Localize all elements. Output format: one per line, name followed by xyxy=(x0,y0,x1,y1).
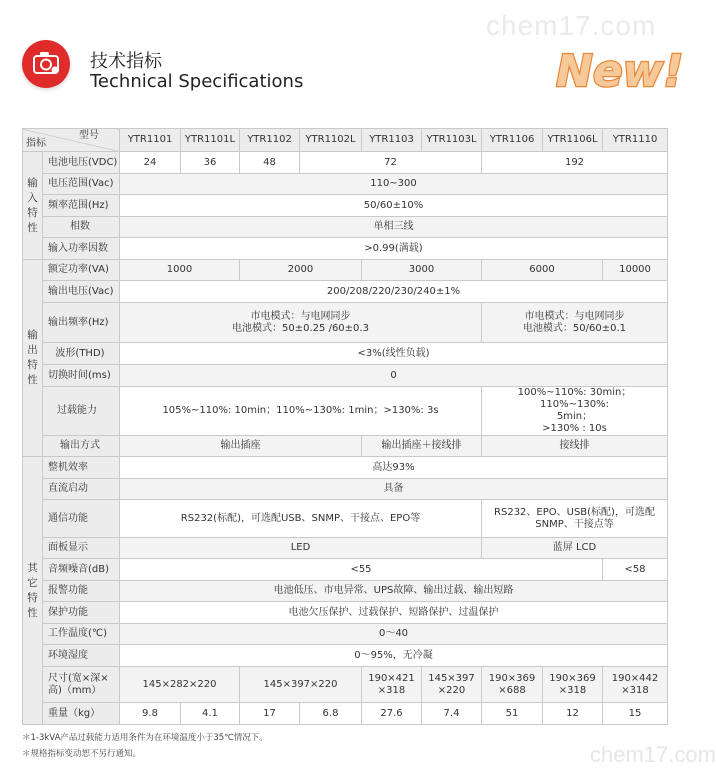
row-label: 过载能力 xyxy=(43,387,120,436)
cell: 15 xyxy=(603,703,668,725)
footnotes xyxy=(22,730,268,762)
row-label: 电压范围(Vac) xyxy=(43,174,120,195)
row-label: 通信功能 xyxy=(43,500,120,538)
spec-table xyxy=(22,128,668,725)
table-row xyxy=(23,260,668,281)
cell: 市电模式：与电网同步 电池模式：50/60±0.1 xyxy=(482,303,668,343)
cell: 190×442 ×318 xyxy=(603,667,668,703)
camera-logo-icon xyxy=(22,40,70,88)
cell: 72 xyxy=(300,152,482,174)
cell: 接线排 xyxy=(482,436,668,457)
table-row xyxy=(23,303,668,343)
cell: 0～95%，无冷凝 xyxy=(120,645,668,667)
cell: 192 xyxy=(482,152,668,174)
cell: 100%~110%: 30min；110%~130%: 5min； >130% : 10s xyxy=(482,387,668,436)
cell: 9.8 xyxy=(120,703,181,725)
table-row xyxy=(23,343,668,365)
cell: <3%(线性负载) xyxy=(120,343,668,365)
table-row xyxy=(23,538,668,559)
page-title-cn: 技术指标 xyxy=(90,51,162,72)
row-label: 直流启动 xyxy=(43,479,120,500)
model-header: YTR1102L xyxy=(300,129,362,152)
table-row xyxy=(23,195,668,217)
cell: RS232、EPO、USB(标配)，可选配 SNMP、干接点等 xyxy=(482,500,668,538)
corner-spec-label: 指标 xyxy=(26,138,46,149)
row-label: 环境湿度 xyxy=(43,645,120,667)
cell: 单相三线 xyxy=(120,217,668,238)
row-label: 输出电压(Vac) xyxy=(43,281,120,303)
cell: 36 xyxy=(181,152,240,174)
cell: 0～40 xyxy=(120,624,668,645)
cell: 蓝屏 LCD xyxy=(482,538,668,559)
row-label: 保护功能 xyxy=(43,602,120,624)
cell: 145×397×220 xyxy=(240,667,362,703)
cell: 24 xyxy=(120,152,181,174)
row-label: 额定功率(VA) xyxy=(43,260,120,281)
row-label: 整机效率 xyxy=(43,457,120,479)
table-row xyxy=(23,602,668,624)
table-row xyxy=(23,281,668,303)
table-row xyxy=(23,500,668,538)
row-label: 输出频率(Hz) xyxy=(43,303,120,343)
cell: 具备 xyxy=(120,479,668,500)
cell: LED xyxy=(120,538,482,559)
row-label: 相数 xyxy=(43,217,120,238)
cell: 6000 xyxy=(482,260,603,281)
model-header: YTR1110 xyxy=(603,129,668,152)
corner-model-label: 型号 xyxy=(79,130,99,141)
table-header-row xyxy=(23,129,668,152)
cell: 输出插座 xyxy=(120,436,362,457)
cell: 145×282×220 xyxy=(120,667,240,703)
model-header: YTR1106L xyxy=(543,129,603,152)
cell: 0 xyxy=(120,365,668,387)
group-label-output: 输出特性 xyxy=(23,260,43,457)
cell: 110~300 xyxy=(120,174,668,195)
new-badge-text: New! xyxy=(556,46,684,97)
table-row xyxy=(23,238,668,260)
cell: 50/60±10% xyxy=(120,195,668,217)
cell: 电池欠压保护、过载保护、短路保护、过温保护 xyxy=(120,602,668,624)
cell: 电池低压、市电异常、UPS故障、输出过载、输出短路 xyxy=(120,581,668,602)
cell: 51 xyxy=(482,703,543,725)
row-label: 尺寸(宽×深× 高)（mm） xyxy=(43,667,120,703)
cell: 17 xyxy=(240,703,300,725)
cell: 105%~110%: 10min；110%~130%: 1min；>130%: 3s xyxy=(120,387,482,436)
table-row xyxy=(23,624,668,645)
row-label: 电池电压(VDC) xyxy=(43,152,120,174)
page-title-en: Technical Specifications xyxy=(90,71,304,92)
table-row xyxy=(23,479,668,500)
table-row xyxy=(23,645,668,667)
row-label: 波形(THD) xyxy=(43,343,120,365)
model-header: YTR1103 xyxy=(362,129,422,152)
footnote-2: ＊规格指标变动恕不另行通知。 xyxy=(22,749,142,759)
cell: 4.1 xyxy=(181,703,240,725)
cell: <58 xyxy=(603,559,668,581)
cell: 市电模式：与电网同步 电池模式：50±0.25 /60±0.3 xyxy=(120,303,482,343)
row-label: 面板显示 xyxy=(43,538,120,559)
table-row xyxy=(23,387,668,436)
table-row xyxy=(23,667,668,703)
cell: 3000 xyxy=(362,260,482,281)
model-header: YTR1101 xyxy=(120,129,181,152)
table-row xyxy=(23,174,668,195)
new-badge xyxy=(552,34,684,98)
cell: 190×421 ×318 xyxy=(362,667,422,703)
watermark: chem17.com xyxy=(486,10,657,41)
cell: 190×369 ×318 xyxy=(543,667,603,703)
cell: 输出插座＋接线排 xyxy=(362,436,482,457)
cell: 高达93% xyxy=(120,457,668,479)
corner-cell xyxy=(23,129,120,152)
table-row xyxy=(23,457,668,479)
cell: 190×369 ×688 xyxy=(482,667,543,703)
row-label: 输出方式 xyxy=(43,436,120,457)
row-label: 重量（kg） xyxy=(43,703,120,725)
cell: >0.99(满载) xyxy=(120,238,668,260)
watermark-bottom: chem17.com xyxy=(590,742,716,767)
table-row xyxy=(23,152,668,174)
row-label: 报警功能 xyxy=(43,581,120,602)
model-header: YTR1102 xyxy=(240,129,300,152)
cell: 200/208/220/230/240±1% xyxy=(120,281,668,303)
footnote-1: ＊1-3kVA产品过载能力适用条件为在环境温度小于35℃情况下。 xyxy=(22,733,268,743)
cell: 7.4 xyxy=(422,703,482,725)
row-label: 切换时间(ms) xyxy=(43,365,120,387)
cell: 10000 xyxy=(603,260,668,281)
table-row xyxy=(23,436,668,457)
cell: <55 xyxy=(120,559,603,581)
group-label-other: 其它特性 xyxy=(23,457,43,725)
row-label: 音频噪音(dB) xyxy=(43,559,120,581)
table-row xyxy=(23,217,668,238)
cell: 6.8 xyxy=(300,703,362,725)
row-label: 工作温度(℃) xyxy=(43,624,120,645)
model-header: YTR1103L xyxy=(422,129,482,152)
row-label: 输入功率因数 xyxy=(43,238,120,260)
table-row xyxy=(23,365,668,387)
cell: 2000 xyxy=(240,260,362,281)
table-row xyxy=(23,703,668,725)
cell: 48 xyxy=(240,152,300,174)
model-header: YTR1101L xyxy=(181,129,240,152)
group-label-input: 输入特性 xyxy=(23,152,43,260)
cell: 145×397 ×220 xyxy=(422,667,482,703)
cell: 1000 xyxy=(120,260,240,281)
cell: 27.6 xyxy=(362,703,422,725)
table-row xyxy=(23,559,668,581)
model-header: YTR1106 xyxy=(482,129,543,152)
table-row xyxy=(23,581,668,602)
cell: RS232(标配)，可选配USB、SNMP、干接点、EPO等 xyxy=(120,500,482,538)
cell: 12 xyxy=(543,703,603,725)
row-label: 频率范围(Hz) xyxy=(43,195,120,217)
